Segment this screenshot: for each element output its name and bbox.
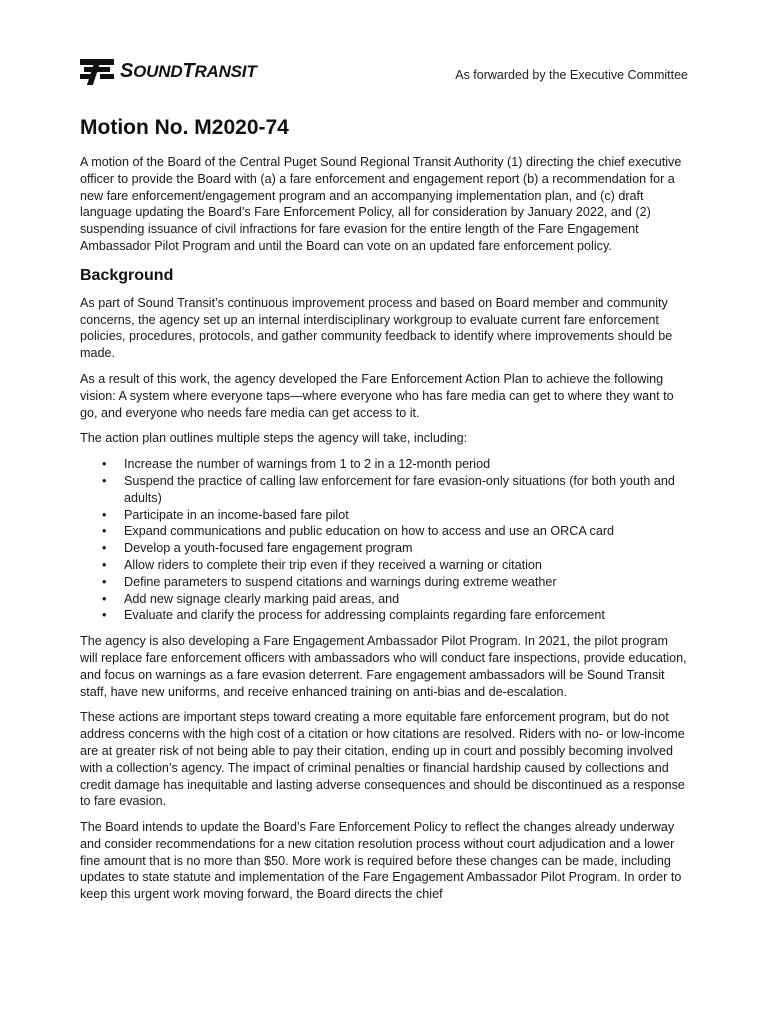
bullet-icon: • [102,608,107,623]
list-item: • Add new signage clearly marking paid areas, and [102,591,400,606]
paragraph: The action plan outlines multiple steps the agency will take, including: [80,431,468,446]
list-item: • Evaluate and clarify the process for addressing complaints regarding fare enforcement [102,608,605,623]
bullet-icon: • [102,473,107,488]
bullet-icon: • [102,557,107,572]
paragraph: The Board intends to update the Board’s Fare Enforcement Policy to reflect the changes already underway and consider recommendations for a new citation resolution process without court adjudication and a lower fine amount that is no more than $50. More work is required before these changes can be made, including updates to state statute and implementation of the Fare Engagement Ambassador Pilot Program. In order to keep this urgent work moving forward, the Board directs the chief [80,820,682,902]
action-plan-list [80,456,688,624]
intro-paragraph: A motion of the Board of the Central Puget Sound Regional Transit Authority (1) directing the chief executive officer to provide the Board with (a) a fare enforcement and engagement report (b) a recommendation for a new fare enforcement/engagement program and an accompanying implementation plan, and (c) draft language updating the Board’s Fare Enforcement Policy, all for consideration by January 2022, and (2) suspending issuance of civil infractions for fare evasion for the entire length of the Fare Engagement Ambassador Pilot Program and until the Board can vote on an updated fare enforcement policy. [80,155,682,253]
bullet-icon: • [102,524,107,539]
bullet-icon: • [102,507,107,522]
background-heading: Background [80,266,174,284]
document-body [80,116,688,912]
bullet-icon: • [102,457,107,472]
list-item: • Allow riders to complete their trip even if they received a warning or citation [102,557,542,572]
paragraph: As a result of this work, the agency developed the Fare Enforcement Action Plan to achieve the following vision: A system where everyone taps—where everyone who has fare media can get to where they want to go, and everyone who needs fare media can get access to it. [80,371,674,420]
sound-transit-logo-icon [80,57,114,85]
sound-transit-logo [80,56,257,86]
logo-wordmark: SOUNDTRANSIT [120,59,257,82]
list-item: • Develop a youth-focused fare engagement program [102,541,413,556]
paragraph: As part of Sound Transit’s continuous improvement process and based on Board member and community concerns, the agency set up an internal interdisciplinary workgroup to evaluate current fare enforcement policies, procedures, protocols, and gather community feedback to identify where improvements should be made. [80,295,673,361]
paragraph: These actions are important steps toward creating a more equitable fare enforcement program, but do not address concerns with the high cost of a citation or how citations are resolved. Riders with no- or low-income are at greater risk of not being able to pay their citation, ending up in court and possibly becoming involved with a collection’s agency. The impact of criminal penalties or financial hardship caused by collections and credit damage has inequitable and lasting adverse consequences and should be discontinued as a response to fare evasion. [80,710,685,809]
forwarded-note: As forwarded by the Executive Committee [455,68,688,82]
paragraph: The agency is also developing a Fare Engagement Ambassador Pilot Program. In 2021, the pilot program will replace fare enforcement officers with ambassadors who will conduct fare inspections, provide education, and focus on warnings as a fare evasion deterrent. Fare engagement ambassadors will be Sound Transit staff, have new uniforms, and receive enhanced training on anti-bias and de-escalation. [80,634,687,699]
list-item: • Define parameters to suspend citations and warnings during extreme weather [102,574,557,589]
list-item: • Suspend the practice of calling law enforcement for fare evasion-only situations (for both youth and adults) [102,473,675,505]
list-item: • Participate in an income-based fare pilot [102,507,349,522]
bullet-icon: • [102,591,107,606]
bullet-icon: • [102,541,107,556]
page-header [80,56,688,88]
list-item: • Increase the number of warnings from 1 to 2 in a 12-month period [102,457,491,472]
list-item: • Expand communications and public education on how to access and use an ORCA card [102,524,615,539]
bullet-icon: • [102,574,107,589]
motion-title: Motion No. M2020-74 [80,116,289,139]
